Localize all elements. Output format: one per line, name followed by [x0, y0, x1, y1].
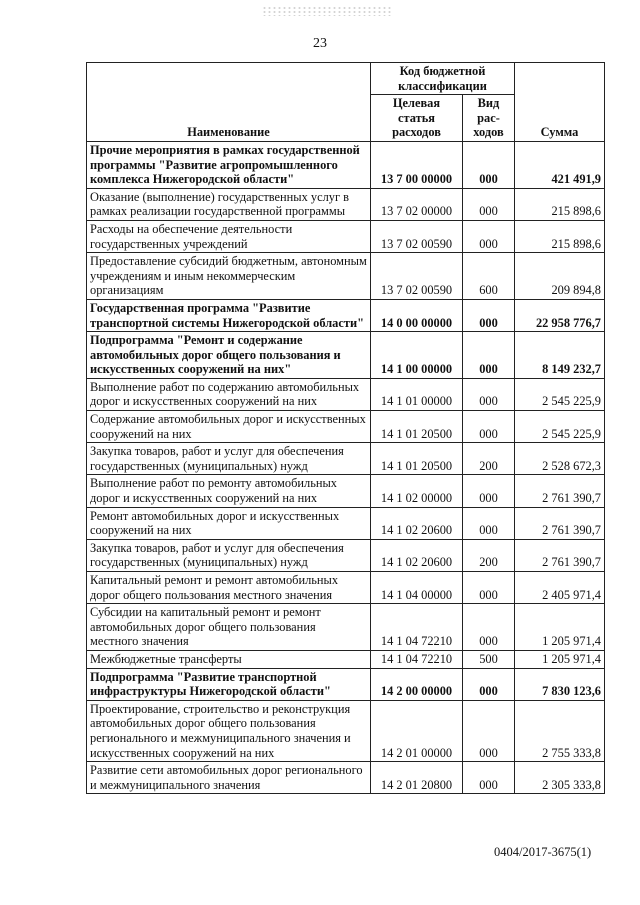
row-sum: 2 545 225,9 [515, 411, 605, 443]
table-row [87, 378, 605, 410]
row-target-article: 14 1 04 00000 [371, 572, 463, 604]
row-target-article: 14 2 01 20800 [371, 762, 463, 794]
row-target-article: 14 1 04 72210 [371, 604, 463, 651]
row-sum: 8 149 232,7 [515, 332, 605, 379]
row-target-article: 14 1 02 00000 [371, 475, 463, 507]
row-name: Выполнение работ по содержанию автомобильных дорог и искусственных сооружений на них [87, 378, 371, 410]
row-expense-type: 500 [463, 650, 515, 668]
row-sum: 2 528 672,3 [515, 443, 605, 475]
row-sum: 2 761 390,7 [515, 539, 605, 571]
document-code: 0404/2017-3675(1) [494, 845, 592, 859]
table-row [87, 188, 605, 220]
row-target-article: 14 1 01 00000 [371, 378, 463, 410]
row-target-article: 13 7 02 00590 [371, 220, 463, 252]
table-row [87, 668, 605, 700]
row-target-article: 14 2 01 00000 [371, 700, 463, 761]
row-name: Субсидии на капитальный ремонт и ремонт автомобильных дорог общего пользования местного значения [87, 604, 371, 651]
row-expense-type: 000 [463, 700, 515, 761]
row-target-article: 13 7 02 00000 [371, 188, 463, 220]
header-expense-type: Вид рас-ходов [463, 95, 515, 142]
row-target-article: 14 1 01 20500 [371, 411, 463, 443]
table-row [87, 762, 605, 794]
header-target-article: Целевая статья расходов [371, 95, 463, 142]
row-sum: 1 205 971,4 [515, 604, 605, 651]
row-name: Подпрограмма "Ремонт и содержание автомобильных дорог общего пользования и искусственных сооружений на них" [87, 332, 371, 379]
row-target-article: 13 7 02 00590 [371, 253, 463, 300]
table-body [87, 141, 605, 793]
row-target-article: 14 1 02 20600 [371, 539, 463, 571]
page-number: 23 [313, 36, 327, 51]
table-row [87, 572, 605, 604]
row-name: Расходы на обеспечение деятельности государственных учреждений [87, 220, 371, 252]
row-target-article: 14 1 01 20500 [371, 443, 463, 475]
header-name: Наименование [87, 63, 371, 142]
header-sum: Сумма [515, 63, 605, 142]
row-name: Содержание автомобильных дорог и искусственных сооружений на них [87, 411, 371, 443]
row-name: Закупка товаров, работ и услуг для обеспечения государственных (муниципальных) нужд [87, 443, 371, 475]
row-expense-type: 600 [463, 253, 515, 300]
row-name: Государственная программа "Развитие транспортной системы Нижегородской области" [87, 299, 371, 331]
row-name: Капитальный ремонт и ремонт автомобильных дорог общего пользования местного значения [87, 572, 371, 604]
row-expense-type: 000 [463, 572, 515, 604]
row-sum: 209 894,8 [515, 253, 605, 300]
row-sum: 1 205 971,4 [515, 650, 605, 668]
table-row [87, 700, 605, 761]
table-row [87, 332, 605, 379]
row-expense-type: 000 [463, 604, 515, 651]
table-row [87, 475, 605, 507]
table-row [87, 220, 605, 252]
budget-table [86, 62, 605, 794]
table-row [87, 299, 605, 331]
row-target-article: 14 2 00 00000 [371, 668, 463, 700]
table-row [87, 141, 605, 188]
table-row [87, 650, 605, 668]
row-name: Закупка товаров, работ и услуг для обеспечения государственных (муниципальных) нужд [87, 539, 371, 571]
row-name: Межбюджетные трансферты [87, 650, 371, 668]
table-row [87, 253, 605, 300]
row-sum: 22 958 776,7 [515, 299, 605, 331]
row-name: Подпрограмма "Развитие транспортной инфраструктуры Нижегородской области" [87, 668, 371, 700]
row-sum: 7 830 123,6 [515, 668, 605, 700]
row-expense-type: 000 [463, 141, 515, 188]
row-expense-type: 000 [463, 332, 515, 379]
row-name: Прочие мероприятия в рамках государственной программы "Развитие агропромышленного комплекса Нижегородской области" [87, 141, 371, 188]
row-expense-type: 000 [463, 299, 515, 331]
row-name: Оказание (выполнение) государственных услуг в рамках реализации государственной программы [87, 188, 371, 220]
row-name: Развитие сети автомобильных дорог регионального и межмуниципального значения [87, 762, 371, 794]
table-row [87, 507, 605, 539]
row-sum: 2 305 333,8 [515, 762, 605, 794]
row-expense-type: 200 [463, 443, 515, 475]
row-sum: 215 898,6 [515, 188, 605, 220]
row-expense-type: 000 [463, 668, 515, 700]
table-row [87, 443, 605, 475]
scan-artifact [262, 6, 392, 16]
row-expense-type: 000 [463, 411, 515, 443]
row-name: Ремонт автомобильных дорог и искусственных сооружений на них [87, 507, 371, 539]
row-sum: 2 545 225,9 [515, 378, 605, 410]
row-expense-type: 000 [463, 378, 515, 410]
row-sum: 2 761 390,7 [515, 507, 605, 539]
row-target-article: 13 7 00 00000 [371, 141, 463, 188]
row-target-article: 14 1 00 00000 [371, 332, 463, 379]
row-expense-type: 000 [463, 220, 515, 252]
row-sum: 2 761 390,7 [515, 475, 605, 507]
row-target-article: 14 0 00 00000 [371, 299, 463, 331]
row-name: Выполнение работ по ремонту автомобильных дорог и искусственных сооружений на них [87, 475, 371, 507]
row-sum: 2 405 971,4 [515, 572, 605, 604]
row-expense-type: 000 [463, 507, 515, 539]
row-name: Предоставление субсидий бюджетным, автономным учреждениям и иным некоммерческим организациям [87, 253, 371, 300]
row-target-article: 14 1 04 72210 [371, 650, 463, 668]
table-row [87, 539, 605, 571]
row-expense-type: 200 [463, 539, 515, 571]
row-sum: 215 898,6 [515, 220, 605, 252]
row-name: Проектирование, строительство и реконструкция автомобильных дорог общего пользования регионального и межмуниципального значения и искусственных сооружений на них [87, 700, 371, 761]
table-row [87, 604, 605, 651]
row-sum: 2 755 333,8 [515, 700, 605, 761]
row-expense-type: 000 [463, 475, 515, 507]
header-budget-code: Код бюджетной классификации [371, 63, 515, 95]
row-expense-type: 000 [463, 762, 515, 794]
row-sum: 421 491,9 [515, 141, 605, 188]
row-target-article: 14 1 02 20600 [371, 507, 463, 539]
row-expense-type: 000 [463, 188, 515, 220]
table-row [87, 411, 605, 443]
